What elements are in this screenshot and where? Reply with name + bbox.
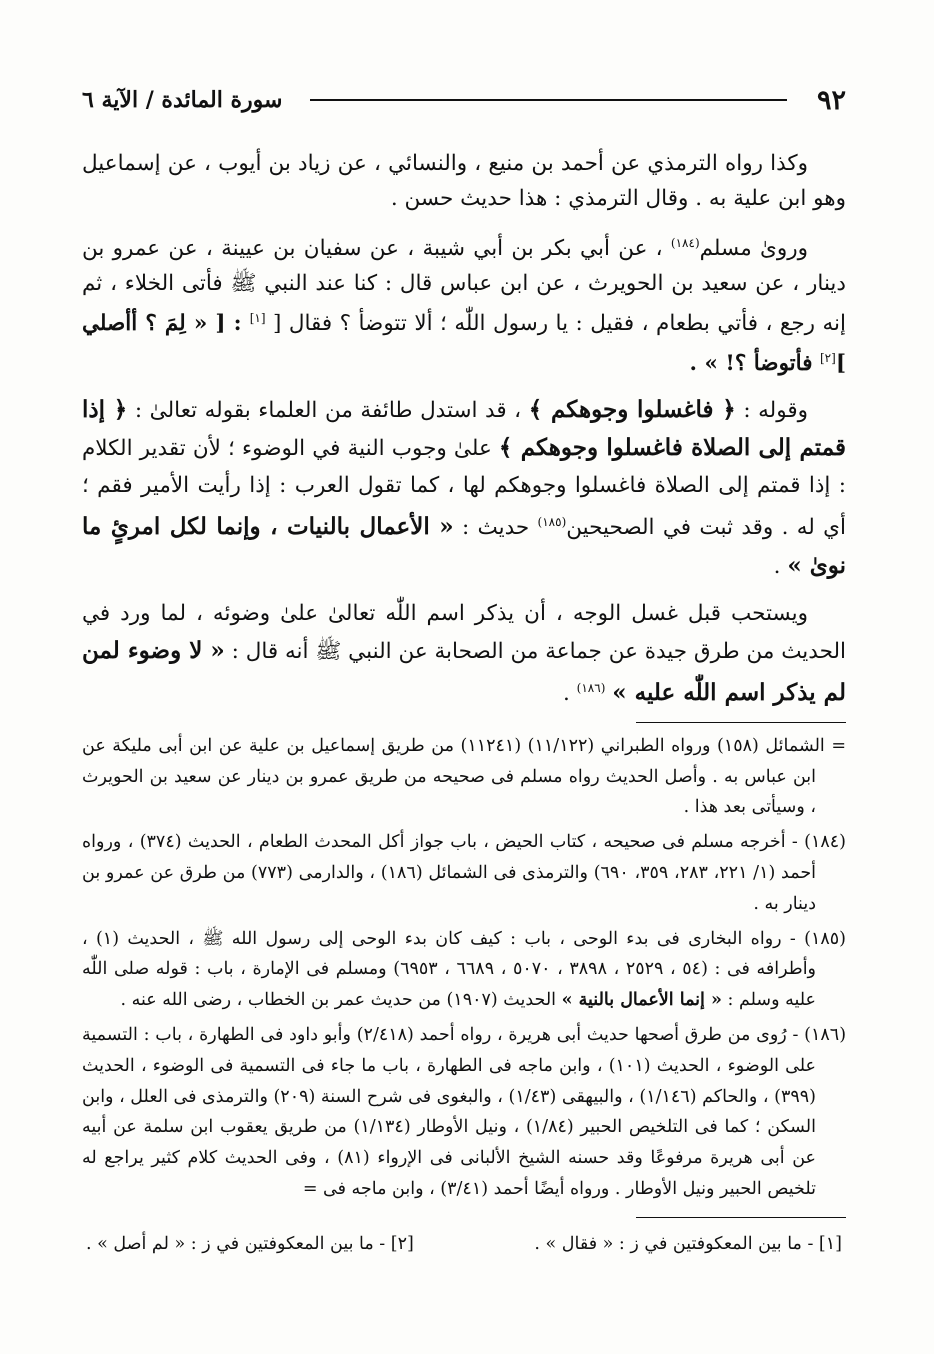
hadith-quote: : [ « لِمَ ؟ أأصلي ] xyxy=(82,311,846,377)
header-rule xyxy=(310,99,787,101)
running-title: سورة المائدة / الآية ٦ xyxy=(82,87,283,113)
variant-ref-2: [٢] xyxy=(819,351,836,366)
text-run: حديث : xyxy=(453,515,538,541)
quran-quote-2: ﴿ إذا قمتم إلى الصلاة فاغسلوا وجوهكم ﴾ xyxy=(82,396,846,462)
text-run: (١٨٥) - رواه البخارى فى بدء الوحى ، باب : كيف كان بدء الوحى إلى رسول الله ﷺ ، الحديث (١) ، وأطرافه فى : (٥٤ ، ٢٥٢٩ ، ٣٨٩٨ ، ٥٠٧٠ ، ٦٦٨٩ ، ٦٩٥٣) ومسلم فى الإمارة ، باب : قوله صلى اللّٰه عليه وسلم : xyxy=(82,928,846,1011)
variant-note-1: [١] - ما بين المعكوفتين في ز : « فقال » . xyxy=(534,1233,842,1254)
footnote-184: (١٨٤) - أخرجه مسلم فى صحيحه ، كتاب الحيض ، باب جواز أكل المحدث الطعام ، الحديث (٣٧٤) ، ورواه أحمد (١/ ٢٢١، ٢٨٣، ٣٥٩، ٦٩٠) والترمذى فى الشمائل (١٨٦) ، والدارمى (٧٧٣) من طرق عن عمرو بن دينار به . xyxy=(82,832,846,914)
footnote-185 xyxy=(82,924,846,1016)
footnote-continued: = الشمائل (١٥٨) ورواه الطبراني (١١/١٢٢) (١١٢٤١) من طريق إسماعيل بن علية عن ابن أبى مليكة عن ابن عباس به . وأصل الحديث رواه مسلم فى صحيحه من طريق عمرو بن دينار عن سعيد بن الحويرث ، وسيأتى بعد هذا . xyxy=(82,735,846,818)
variant-note-2: [٢] - ما بين المعكوفتين في ز : « لم أصل » . xyxy=(86,1233,414,1254)
manuscript-variants xyxy=(82,1230,846,1258)
text-run: علىٰ وجوب النية في الوضوء ؛ لأن تقدير الكلام : إذا قمتم إلى الصلاة فاغسلوا وجوهكم لها ، كما تقول العرب : إذا رأيت الأمير فقم ؛ أي له . وقد ثبت في الصحيحين xyxy=(82,436,846,541)
main-text xyxy=(82,146,846,712)
text-run: ، قد استدل طائفة من العلماء بقوله تعالىٰ : xyxy=(127,398,529,424)
text-run: الحديث (١٩٠٧) من حديث عمر بن الخطاب ، رضى الله عنه . xyxy=(120,990,562,1011)
footnote-ref-186: (١٨٦) xyxy=(576,680,606,695)
hadith-quote: « إنما الأعمال بالنية » xyxy=(561,990,722,1011)
text-run: ويستحب قبل غسل الوجه ، أن يذكر اسم اللّٰه تعالىٰ علىٰ وضوئه ، لما ورد في الحديث من طرق جيدة عن جماعة من الصحابة عن النبي ﷺ أنه قال : xyxy=(82,600,846,664)
paragraph-1: وكذا رواه الترمذي عن أحمد بن منيع ، والنسائي ، عن زياد بن أيوب ، عن إسماعيل وهو ابن علية به . وقال الترمذي : هذا حديث حسن . xyxy=(82,151,846,211)
text-run: . xyxy=(563,680,577,706)
paragraph-3 xyxy=(82,391,846,584)
paragraph-4 xyxy=(82,595,846,712)
footnote-186: (١٨٦) - رُوى من طرق أصحها حديث أبى هريرة ، رواه أحمد (٢/٤١٨) وأبو داود فى الطهارة ، باب : التسمية على الوضوء ، الحديث (١٠١) ، وابن ماجه فى الطهارة ، باب ما جاء فى التسمية فى الوضوء ، الحديث (٣٩٩) ، والحاكم (١/١٤٦) ، والبيهقى (١/٤٣) ، والبغوى فى شرح السنة (٢٠٩) والترمذى فى العلل ، وابن السكن ؛ كما فى التلخيص الحبير (١/٨٤) ، ونيل الأوطار (١/١٣٤) من طريق يعقوب ابن سلمة عن أبيه عن أبى هريرة مرفوعًا وقد حسنه الشيخ الألبانى فى الإرواء (٨١) ، وفى الحديث كلام كثير يراجع له تلخيص الحبير ونيل الأوطار . ورواه أيضًا أحمد (٣/٤١) ، وابن ماجه فى = xyxy=(82,1024,847,1199)
text-run: وقوله : xyxy=(735,398,808,424)
footnote-ref-184: (١٨٤) xyxy=(670,236,700,250)
text-run: وروىٰ مسلم xyxy=(699,236,808,262)
footnote-ref-185: (١٨٥) xyxy=(537,515,567,530)
page-number: ٩٢ xyxy=(816,84,846,116)
text-run: . xyxy=(773,553,788,579)
hadith-quote: « لا وضوء لمن لم يذكر اسم اللّٰه عليه » xyxy=(82,636,846,706)
footnote-separator xyxy=(636,722,846,723)
page-header xyxy=(82,78,846,122)
quran-quote-1: ﴿ فاغسلوا وجوهكم ﴾ xyxy=(528,396,736,424)
variants-separator xyxy=(636,1217,846,1218)
text-run: ، عن أبي بكر بن أبي شيبة ، عن سفيان بن عيينة ، عن عمرو بن دينار ، عن سعيد بن الحويرث ، عن ابن عباس قال : كنا عند النبي ﷺ فأتى الخلاء ، ثم إنه رجع ، فأتي بطعام ، فقيل : يا رسول اللّٰه ؛ ألا تتوضأ ؟ فقال [ xyxy=(82,236,846,337)
variant-ref-1: [١] xyxy=(249,311,266,326)
paragraph-2 xyxy=(82,226,846,381)
footnotes xyxy=(82,731,846,1205)
hadith-quote: « الأعمال بالنيات ، وإنما لكل امرئٍ ما نوىٰ » xyxy=(82,513,846,579)
hadith-quote-end: فأتوضأ ؟! » . xyxy=(689,351,820,377)
